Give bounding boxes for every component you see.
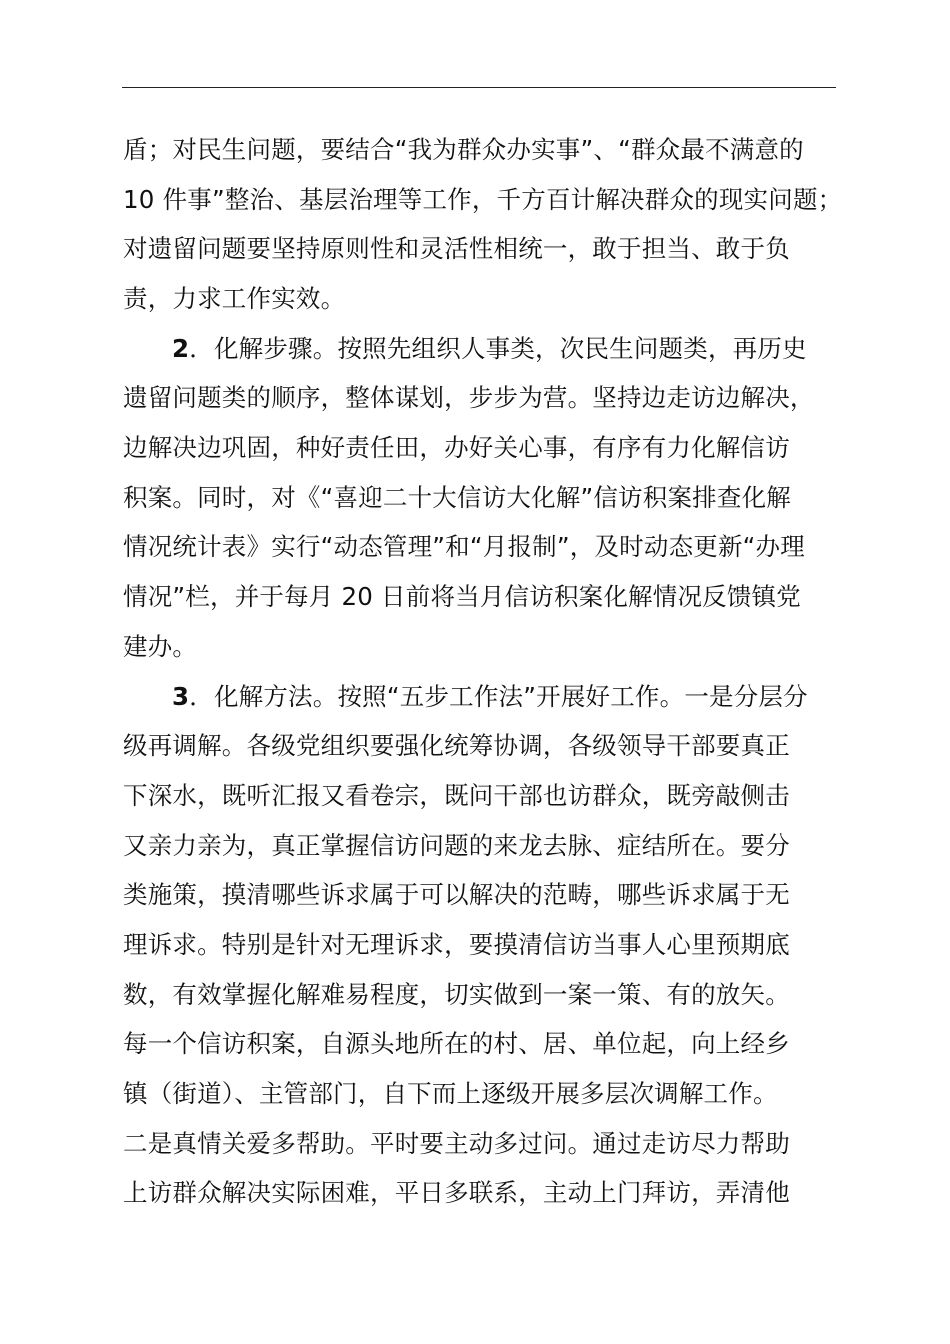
paragraph-step-first-line — [172, 334, 892, 364]
text-line: 又亲力亲为，真正掌握信访问题的来龙去脉、症结所在。要分 — [123, 831, 790, 860]
text-line: 责，力求工作实效。 — [123, 284, 346, 313]
section-number: 3 — [172, 682, 190, 711]
text-line: 镇（街道）、主管部门，自下而上逐级开展多层次调解工作。 — [123, 1079, 778, 1108]
text-line: 情况统计表》实行“动态管理”和“月报制”，及时动态更新“办理 — [123, 532, 805, 561]
text-line: 理诉求。特别是针对无理诉求，要摸清信访当事人心里预期底 — [123, 930, 790, 959]
text-line: 下深水，既听汇报又看卷宗，既问干部也访群众，既旁敲侧击 — [123, 781, 790, 810]
text-line: 上访群众解决实际困难，平日多联系，主动上门拜访，弄清他 — [123, 1178, 790, 1207]
text-line: ．化解步骤。按照先组织人事类，次民生问题类，再历史 — [189, 334, 807, 363]
text-line: 二是真情关爱多帮助。平时要主动多过问。通过走访尽力帮助 — [123, 1129, 790, 1158]
text-line: 10 件事”整治、基层治理等工作，千方百计解决群众的现实问题； — [123, 185, 843, 214]
text-line: 级再调解。各级党组织要强化统筹协调，各级领导干部要真正 — [123, 731, 790, 760]
header-rule — [122, 87, 836, 88]
text-line: 盾；对民生问题，要结合“我为群众办实事”、“群众最不满意的 — [123, 135, 804, 164]
section-number: 2 — [172, 334, 190, 363]
text-line: 对遗留问题要坚持原则性和灵活性相统一，敢于担当、敢于负 — [123, 234, 790, 263]
text-line: 情况”栏，并于每月 20 日前将当月信访积案化解情况反馈镇党 — [123, 582, 801, 611]
text-line: 每一个信访积案，自源头地所在的村、居、单位起，向上经乡 — [123, 1029, 790, 1058]
text-line: 数，有效掌握化解难易程度，切实做到一案一策、有的放矢。 — [123, 980, 790, 1009]
paragraph-method-first-line — [172, 682, 892, 712]
text-line: 边解决边巩固，种好责任田，办好关心事，有序有力化解信访 — [123, 433, 790, 462]
text-line: 类施策，摸清哪些诉求属于可以解决的范畴，哪些诉求属于无 — [123, 880, 790, 909]
text-line: 建办。 — [123, 632, 198, 661]
text-line: ．化解方法。按照“五步工作法”开展好工作。一是分层分 — [189, 682, 808, 711]
text-line: 积案。同时，对《“喜迎二十大信访大化解”信访积案排查化解 — [123, 483, 791, 512]
text-line: 遗留问题类的顺序，整体谋划，步步为营。坚持边走访边解决， — [123, 383, 815, 412]
